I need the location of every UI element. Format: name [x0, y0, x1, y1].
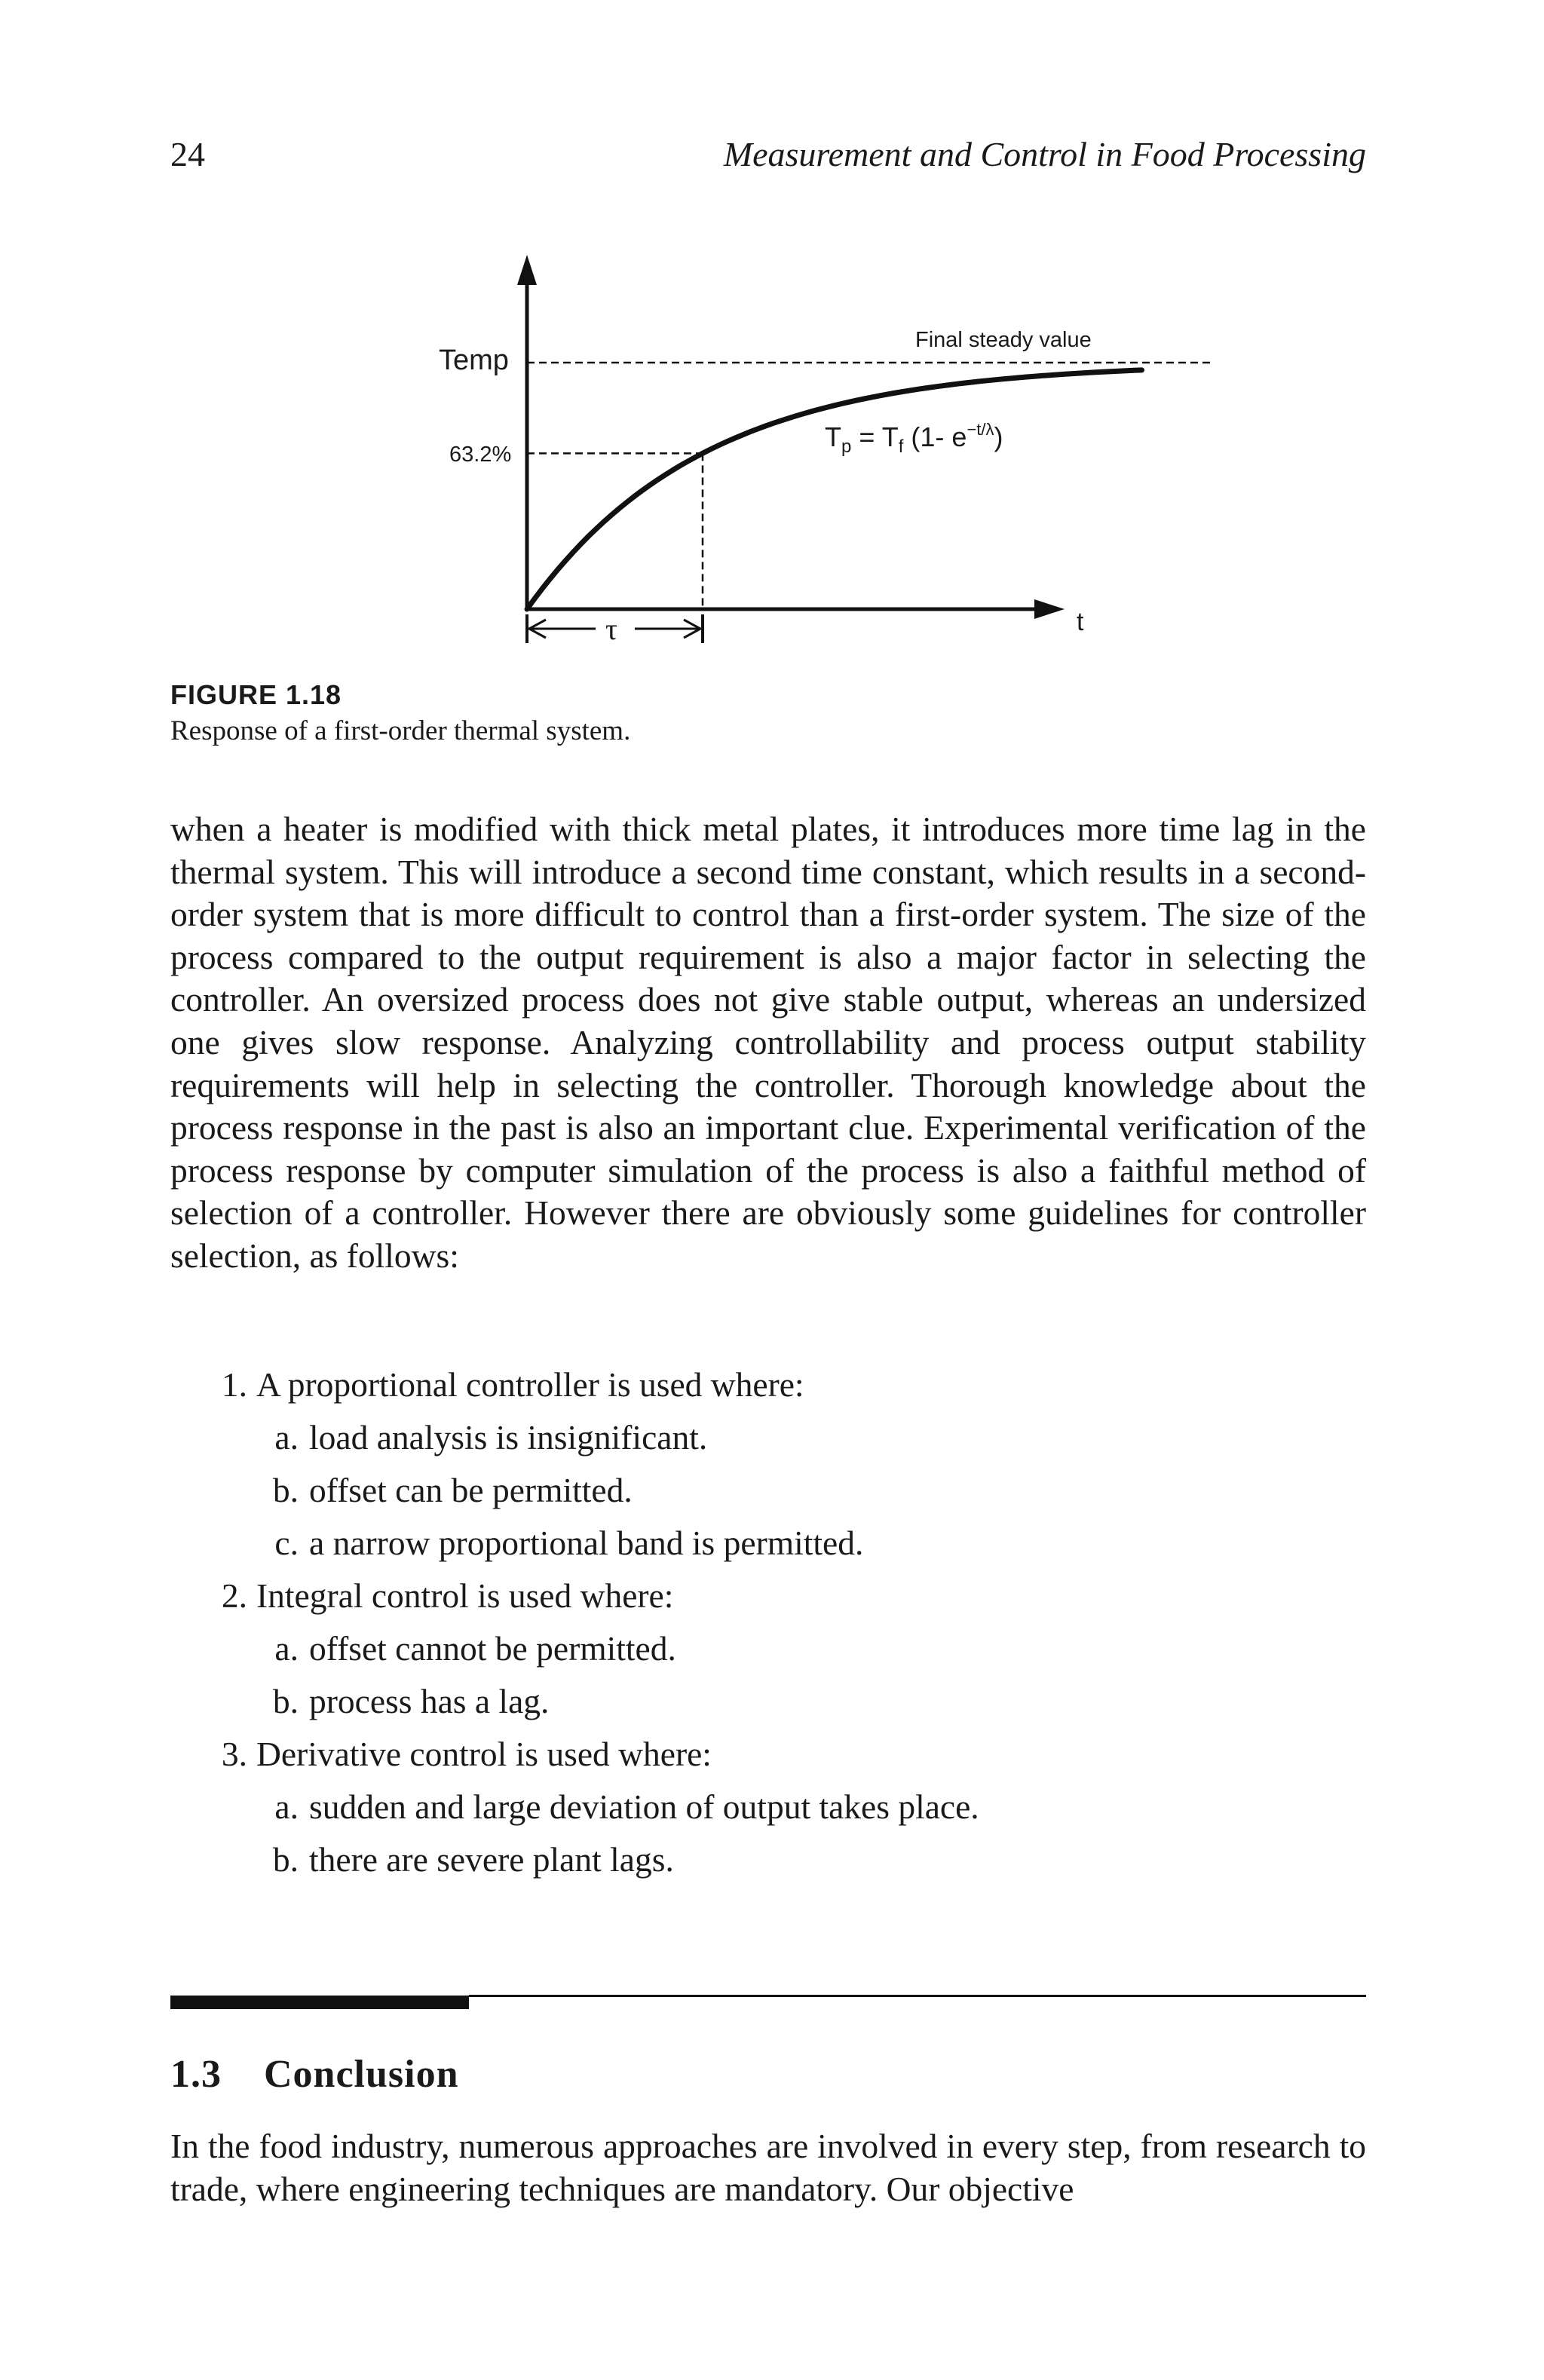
sub-list-item — [170, 1517, 1366, 1570]
tau-label: τ — [605, 612, 618, 646]
sub-list-item-text: sudden and large deviation of output takes place. — [309, 1787, 979, 1826]
response-equation: $T_p = T_f$ (1- $e^{-t/\lambda}$) — [825, 420, 1003, 457]
y-axis-label: Temp — [439, 345, 509, 376]
section-number: 1.3 — [170, 2053, 222, 2096]
final-value-label: Final steady value — [915, 328, 1092, 352]
controller-guidelines-list — [170, 1358, 1366, 1886]
section-heading — [170, 2052, 459, 2097]
sub-list-item-marker: b. — [272, 1840, 299, 1879]
paragraph-controller-selection: when a heater is modified with thick metal plates, it introduces more time lag in the thermal system. This will introduce a second time constant, which results in a second-order system that is more difficult to control than a first-order system. The size of the process compared to the output requirement is also a major factor in selecting the controller. An oversized process does not give stable output, whereas an undersized one gives slow response. Analyzing controllability and process output stability requirements will help in selecting the controller. Thorough knowledge about the process response in the past is also an important clue. Experimental verification of the process response by computer simulation of the process is also a faithful method of selection of a controller. However there are obviously some guidelines for controller selection, as follows: — [170, 810, 1366, 1275]
list-item — [170, 1358, 1366, 1411]
sub-list-item — [170, 1833, 1366, 1886]
sub-list-item — [170, 1622, 1366, 1675]
sub-list-item-text: offset can be permitted. — [309, 1471, 633, 1509]
sub-list-item-marker: b. — [272, 1682, 299, 1720]
list-item — [170, 1570, 1366, 1622]
sub-list-item-text: a narrow proportional band is permitted. — [309, 1524, 864, 1562]
sub-list-item-marker: b. — [272, 1471, 299, 1509]
figure-caption-text: Response of a first-order thermal system. — [170, 715, 631, 746]
list-item-marker: 3. — [221, 1735, 247, 1773]
sub-list-item-marker: a. — [274, 1418, 299, 1456]
percent-label: 63.2% — [449, 443, 512, 467]
list-item-marker: 2. — [221, 1576, 247, 1615]
paragraph-conclusion: In the food industry, numerous approaches are involved in every step, from research to trade, where engineering techniques are mandatory. Our objective — [170, 2127, 1366, 2208]
running-title: Measurement and Control in Food Processing — [723, 135, 1366, 173]
list-item — [170, 1728, 1366, 1781]
list-item-text: Derivative control is used where: — [256, 1735, 712, 1773]
sub-list-item-marker: c. — [274, 1524, 299, 1562]
sub-list-item-text: process has a lag. — [309, 1682, 550, 1720]
x-axis-label: t — [1077, 608, 1084, 636]
response-curve — [527, 370, 1142, 609]
section-rule-thick — [170, 1996, 469, 2009]
section-title: Conclusion — [264, 2053, 459, 2096]
sub-list-item — [170, 1411, 1366, 1464]
x-axis-arrowhead — [1034, 599, 1065, 619]
page-number: 24 — [170, 135, 205, 173]
list-item-marker: 1. — [221, 1365, 247, 1404]
response-chart — [0, 0, 1544, 678]
list-item-text: A proportional controller is used where: — [256, 1365, 804, 1404]
sub-list-item-marker: a. — [274, 1787, 299, 1826]
sub-list-item-text: there are severe plant lags. — [309, 1840, 674, 1879]
sub-list-item-text: load analysis is insignificant. — [309, 1418, 708, 1456]
sub-list-item-text: offset cannot be permitted. — [309, 1629, 676, 1668]
sub-list-item — [170, 1675, 1366, 1728]
tau-right-arrow — [635, 620, 700, 638]
sub-list-item — [170, 1464, 1366, 1517]
figure-caption — [170, 677, 630, 749]
figure-number: FIGURE 1.18 — [170, 679, 342, 710]
sub-list-item — [170, 1781, 1366, 1833]
y-axis-arrowhead — [517, 255, 537, 285]
sub-list-item-marker: a. — [274, 1629, 299, 1668]
tau-left-arrow — [529, 620, 596, 638]
section-rule-thin — [469, 1995, 1366, 1997]
list-item-text: Integral control is used where: — [256, 1576, 674, 1615]
